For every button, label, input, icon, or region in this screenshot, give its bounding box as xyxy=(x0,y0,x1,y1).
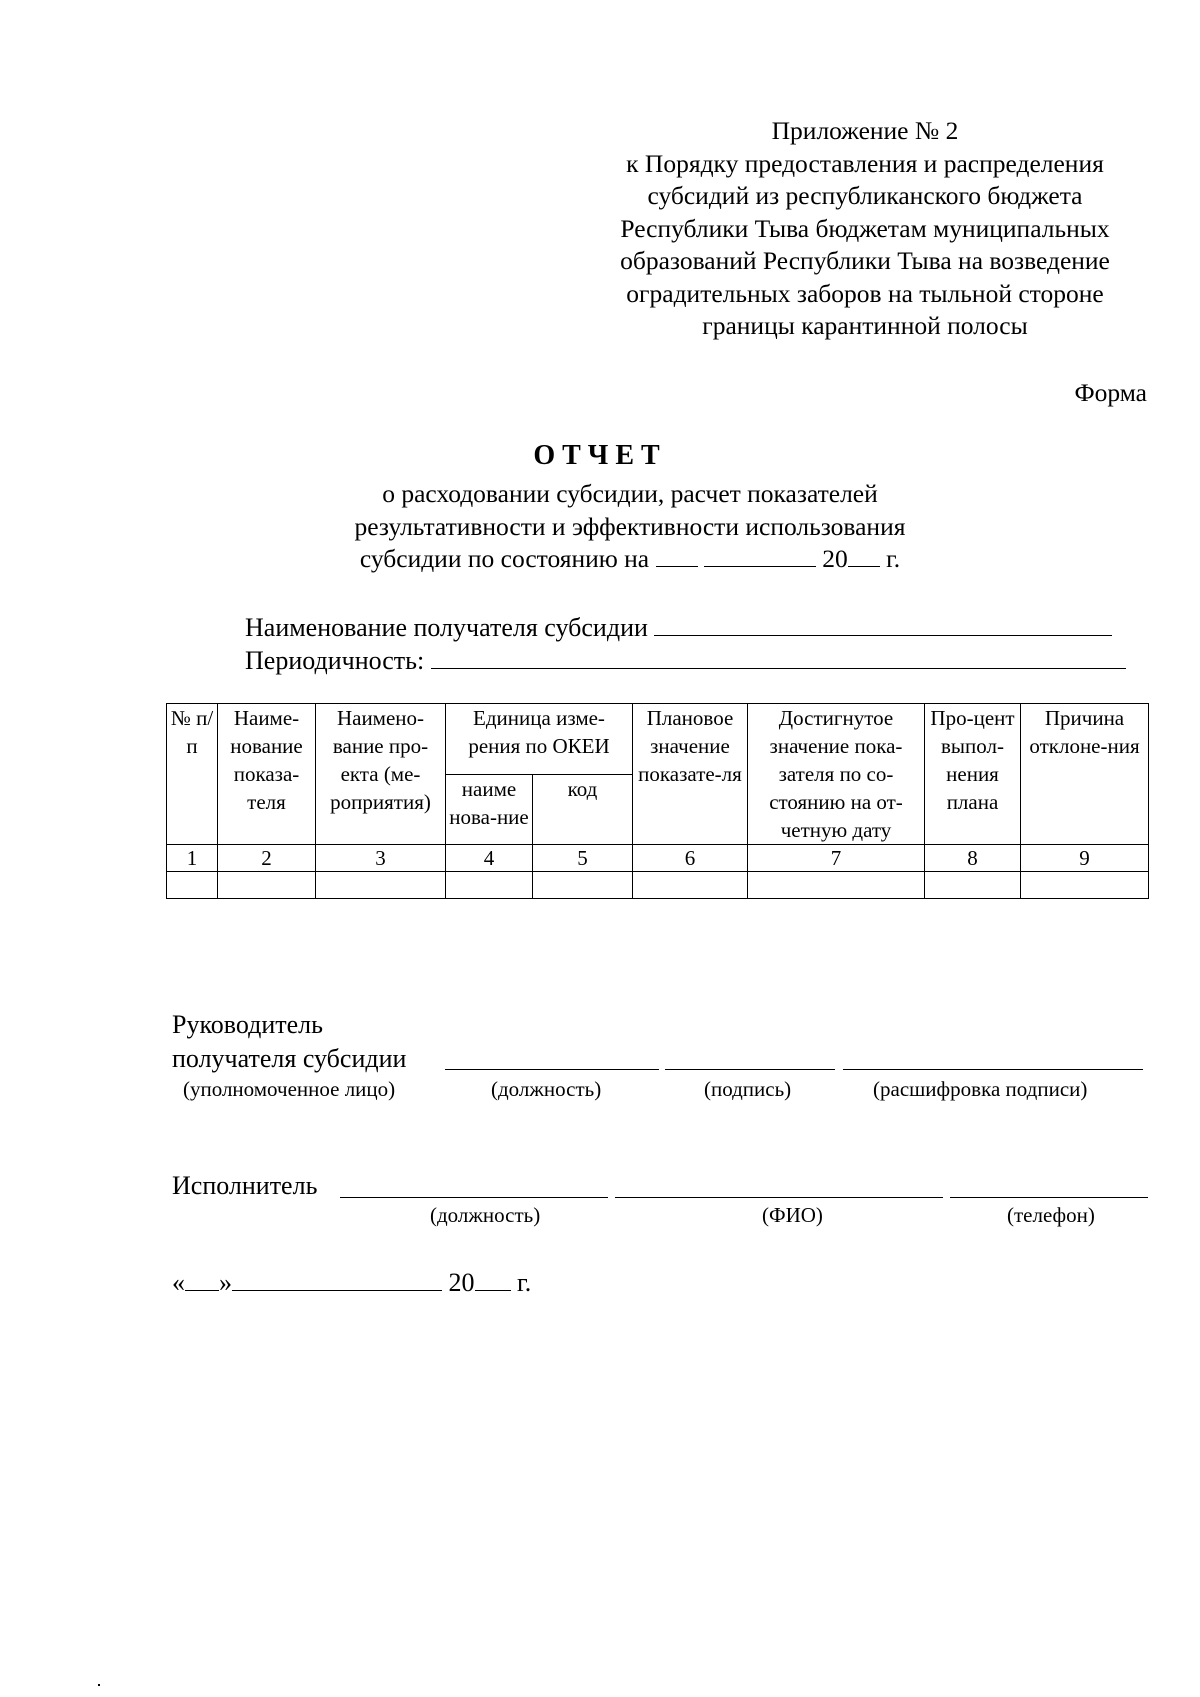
appendix-line: субсидий из республиканского бюджета xyxy=(647,181,1083,210)
date-month-blank[interactable] xyxy=(232,1268,442,1291)
table-cell[interactable] xyxy=(1021,872,1149,899)
report-subtitle xyxy=(300,478,960,576)
column-number: 9 xyxy=(1021,845,1149,872)
table-cell[interactable] xyxy=(218,872,316,899)
scan-artifact-dot xyxy=(98,1684,100,1686)
column-number: 7 xyxy=(748,845,925,872)
caption-executor-phone: (телефон) xyxy=(1007,1203,1095,1227)
header-deviation-reason: Причина отклоне-ния xyxy=(1021,704,1149,845)
head-label-line-2: получателя субсидии xyxy=(172,1044,407,1073)
date-year-prefix: 20 xyxy=(448,1268,475,1297)
header-project-name: Наимено-вание про-екта (ме-роприятия) xyxy=(316,704,446,845)
periodicity-input-line[interactable] xyxy=(431,646,1126,669)
column-number: 2 xyxy=(218,845,316,872)
appendix-line: Республики Тыва бюджетам муниципальных xyxy=(620,213,1110,243)
header-indicator-name: Наиме-нование показа-теля xyxy=(218,704,316,845)
executor-phone-line[interactable] xyxy=(950,1197,1148,1198)
caption-position: (должность) xyxy=(491,1077,602,1101)
date-year-blank[interactable] xyxy=(475,1268,511,1291)
recipient-label: Наименование получателя субсидии xyxy=(245,613,648,642)
year-blank[interactable] xyxy=(848,544,880,567)
table-header-row xyxy=(167,704,1149,775)
executor-position-line[interactable] xyxy=(340,1197,608,1198)
head-label-line-1: Руководитель xyxy=(172,1010,323,1039)
caption-executor-position: (должность) xyxy=(430,1203,541,1227)
table-cell[interactable] xyxy=(925,872,1021,899)
date-open-quote: « xyxy=(172,1268,185,1297)
caption-signature-decode: (расшифровка подписи) xyxy=(873,1077,1088,1101)
table-cell[interactable] xyxy=(316,872,446,899)
appendix-block xyxy=(560,115,1170,343)
head-signature-decode-line[interactable] xyxy=(843,1069,1143,1070)
subtitle-line-3 xyxy=(300,543,960,576)
appendix-line: образований Республики Тыва на возведение xyxy=(620,246,1110,275)
table-number-row xyxy=(167,845,1149,872)
table-cell[interactable] xyxy=(167,872,218,899)
report-table xyxy=(166,703,1149,899)
periodicity-row xyxy=(245,645,1126,677)
periodicity-label: Периодичность: xyxy=(245,646,425,675)
recipient-input-line[interactable] xyxy=(654,613,1112,636)
date-line xyxy=(172,1266,531,1300)
date-day-blank[interactable] xyxy=(185,1268,219,1291)
month-blank[interactable] xyxy=(704,544,816,567)
appendix-line: границы карантинной полосы xyxy=(702,311,1028,340)
head-position-line[interactable] xyxy=(445,1069,659,1070)
header-number: № п/п xyxy=(167,704,218,845)
table-cell[interactable] xyxy=(446,872,533,899)
column-number: 6 xyxy=(633,845,748,872)
subtitle-prefix: субсидии по состоянию на xyxy=(359,544,650,573)
subtitle-line-2: результативности и эффективности использования xyxy=(354,511,906,541)
day-blank[interactable] xyxy=(656,544,698,567)
form-label: Форма xyxy=(1074,378,1147,407)
header-unit-code: код xyxy=(533,774,633,845)
caption-signature: (подпись) xyxy=(704,1077,792,1101)
column-number: 5 xyxy=(533,845,633,872)
date-close-quote: » xyxy=(219,1268,232,1297)
year-prefix: 20 xyxy=(822,544,848,573)
caption-executor-name: (ФИО) xyxy=(762,1203,823,1227)
appendix-line: оградительных заборов на тыльной стороне xyxy=(626,278,1104,308)
table-row xyxy=(167,872,1149,899)
header-okei-unit: Единица изме-рения по ОКЕИ xyxy=(446,704,633,775)
date-year-suffix: г. xyxy=(517,1268,532,1297)
column-number: 3 xyxy=(316,845,446,872)
header-planned-value: Плановое значение показате-ля xyxy=(633,704,748,845)
appendix-line: к Порядку предоставления и распределения xyxy=(626,148,1104,178)
column-number: 8 xyxy=(925,845,1021,872)
year-suffix: г. xyxy=(886,544,901,573)
table-cell[interactable] xyxy=(533,872,633,899)
executor-name-line[interactable] xyxy=(615,1197,943,1198)
column-number: 1 xyxy=(167,845,218,872)
column-number: 4 xyxy=(446,845,533,872)
table-cell[interactable] xyxy=(633,872,748,899)
table-cell[interactable] xyxy=(748,872,925,899)
header-plan-percent: Про-цент выпол-нения плана xyxy=(925,704,1021,845)
head-signature-line[interactable] xyxy=(665,1069,835,1070)
caption-authorized-person: (уполномоченное лицо) xyxy=(183,1077,396,1101)
report-title: ОТЧЕТ xyxy=(533,440,667,471)
recipient-row xyxy=(245,612,1112,644)
header-unit-name: наиме нова-ние xyxy=(446,774,533,845)
subtitle-line-1: о расходовании субсидии, расчет показателей xyxy=(382,479,878,508)
executor-label: Исполнитель xyxy=(172,1171,318,1200)
appendix-line: Приложение № 2 xyxy=(771,116,959,145)
header-achieved-value: Достигнутое значение пока-зателя по со-стоянию на от-четную дату xyxy=(748,704,925,845)
